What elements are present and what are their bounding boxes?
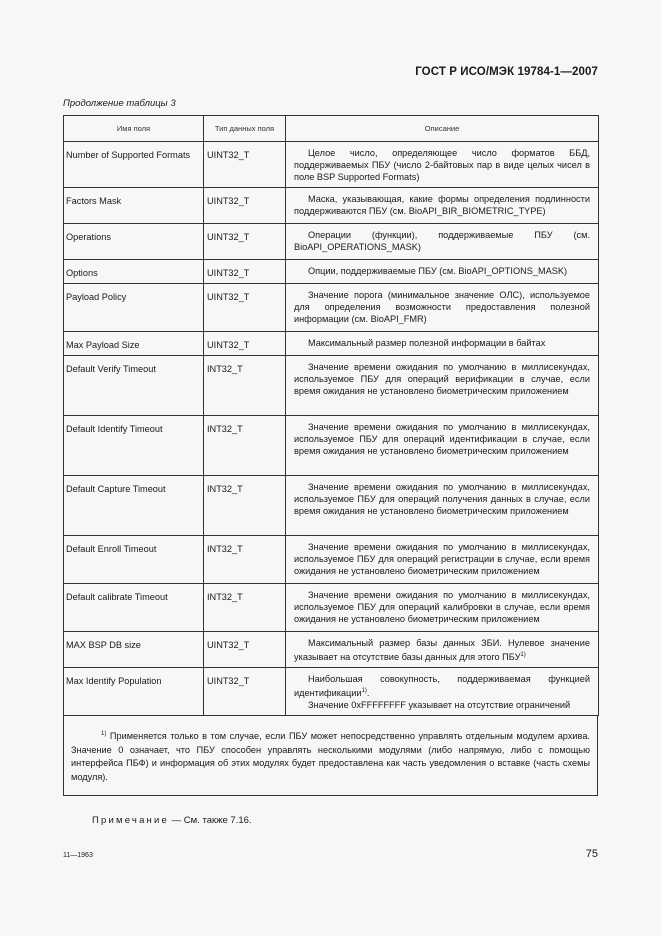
table-row	[64, 284, 599, 332]
field-name: Max Identify Population	[64, 668, 204, 716]
field-type: INT32_T	[204, 356, 286, 416]
footnote-reference: 1)	[520, 652, 526, 658]
field-description	[286, 632, 599, 668]
print-code: 11—1963	[63, 852, 93, 859]
field-name: Default Identify Timeout	[64, 416, 204, 476]
footnote-cell	[63, 716, 598, 796]
footnote-text: Применяется только в том случае, если ПБУ может непосредственно управлять отдельным модулем архива. Значение 0 означает, что ПБУ способен управлять несколькими модулями (либо напрямую, либо с помощью интерфейса ПБФ) и информация об этих модулях будет предоставлена как часть уведомления о вставке (часть схемы модуля).	[71, 731, 590, 782]
page-number: 75	[585, 848, 598, 860]
description-paragraph	[294, 589, 590, 625]
field-name: Default Capture Timeout	[64, 476, 204, 536]
description-paragraph	[294, 337, 590, 349]
field-description	[286, 356, 599, 416]
table-header-row	[64, 116, 599, 142]
table-row	[64, 224, 599, 260]
field-description	[286, 224, 599, 260]
field-type: UINT32_T	[204, 668, 286, 716]
description-text: Значение порога (минимальное значение ОЛС), используемое для определения возможности предоставления полезной информации (см. BioAPI_FMR)	[294, 290, 590, 324]
field-type: UINT32_T	[204, 260, 286, 284]
table-row	[64, 188, 599, 224]
standard-header: ГОСТ Р ИСО/МЭК 19784-1—2007	[415, 66, 598, 78]
field-type: INT32_T	[204, 536, 286, 584]
field-name: Default Enroll Timeout	[64, 536, 204, 584]
description-punctuation: .	[366, 688, 370, 699]
table-row	[64, 142, 599, 188]
field-name: Factors Mask	[64, 188, 204, 224]
table-row	[64, 416, 599, 476]
fields-table	[63, 115, 599, 716]
field-description	[286, 332, 599, 356]
description-extra: Значение 0xFFFFFFFF указывает на отсутствие ограничений	[308, 700, 571, 711]
footnote-marker: 1)	[101, 731, 107, 738]
description-text: Максимальный размер базы данных ЗБИ. Нулевое значение указывает на отсутствие базы данных для этого ПБУ	[294, 638, 590, 663]
table-caption: Продолжение таблицы 3	[63, 98, 176, 109]
field-description	[286, 188, 599, 224]
table-row	[64, 332, 599, 356]
description-text: Опции, поддерживаемые ПБУ (см. BioAPI_OPTIONS_MASK)	[308, 266, 568, 276]
field-type: INT32_T	[204, 584, 286, 632]
field-type: UINT32_T	[204, 284, 286, 332]
footnote	[71, 728, 590, 784]
field-name: Operations	[64, 224, 204, 260]
field-description	[286, 284, 599, 332]
note-text: — См. также 7.16.	[171, 815, 252, 826]
column-header-description: Описание	[286, 116, 599, 142]
field-description	[286, 584, 599, 632]
description-paragraph	[294, 673, 590, 699]
table-row	[64, 632, 599, 668]
field-type: UINT32_T	[204, 632, 286, 668]
field-description	[286, 142, 599, 188]
field-description	[286, 260, 599, 284]
description-text: Операции (функции), поддерживаемые ПБУ (см. BioAPI_OPERATIONS_MASK)	[294, 230, 590, 252]
column-header-type: Тип данных поля	[204, 116, 286, 142]
field-description	[286, 476, 599, 536]
field-name: Max Payload Size	[64, 332, 204, 356]
field-name: Default Verify Timeout	[64, 356, 204, 416]
table-row	[64, 668, 599, 716]
note-label: Примечание	[92, 815, 169, 826]
description-text: Целое число, определяющее число форматов ББД, поддерживаемых ПБУ (число 2-байтовых пар в виде целых чисел в поле BSP Supported Formats)	[294, 148, 590, 182]
footnote-reference: 1)	[361, 688, 367, 695]
description-paragraph	[294, 265, 590, 277]
description-text: Значение времени ожидания по умолчанию в миллисекундах, используемое ПБУ для операций получения данных в случае, если время ожидания не установлено биометрическим приложением	[294, 482, 590, 516]
field-name: Payload Policy	[64, 284, 204, 332]
description-paragraph	[294, 421, 590, 457]
description-paragraph	[294, 541, 590, 577]
field-name: Options	[64, 260, 204, 284]
field-type: UINT32_T	[204, 224, 286, 260]
column-header-name: Имя поля	[64, 116, 204, 142]
table-row	[64, 260, 599, 284]
description-text: Значение времени ожидания по умолчанию в миллисекундах, используемое ПБУ для операций регистрации в случае, если время ожидания не установлено биометрическим приложением	[294, 542, 590, 576]
field-name: Number of Supported Formats	[64, 142, 204, 188]
field-description	[286, 416, 599, 476]
description-paragraph	[294, 637, 590, 663]
field-description	[286, 668, 599, 716]
field-type: UINT32_T	[204, 332, 286, 356]
table-row	[64, 536, 599, 584]
description-paragraph	[294, 193, 590, 217]
description-paragraph	[294, 229, 590, 253]
description-text: Наибольшая совокупность, поддерживаемая функцией идентификации	[294, 674, 590, 699]
description-paragraph	[294, 147, 590, 183]
table-row	[64, 356, 599, 416]
description-text: Маска, указывающая, какие формы определения подлинности поддерживаются ПБУ (см. BioAPI_BIR_BIOMETRIC_TYPE)	[294, 194, 590, 216]
description-paragraph	[294, 481, 590, 517]
field-name: MAX BSP DB size	[64, 632, 204, 668]
field-type: UINT32_T	[204, 142, 286, 188]
description-paragraph	[294, 289, 590, 325]
table-row	[64, 584, 599, 632]
field-type: INT32_T	[204, 476, 286, 536]
description-text: Значение времени ожидания по умолчанию в миллисекундах, используемое ПБУ для операций калибровки в случае, если время ожидания не установлено биометрическим приложением	[294, 590, 590, 624]
description-text: Максимальный размер полезной информации в байтах	[308, 338, 546, 348]
field-name: Default calibrate Timeout	[64, 584, 204, 632]
description-text: Значение времени ожидания по умолчанию в миллисекундах, используемое ПБУ для операций идентификации в случае, если время ожидания не установлено биометрическим приложением	[294, 422, 590, 456]
field-type: INT32_T	[204, 416, 286, 476]
fields-table-container	[63, 115, 598, 796]
table-row	[64, 476, 599, 536]
description-text: Значение времени ожидания по умолчанию в миллисекундах, используемое ПБУ для операций верификации в случае, если время ожидания не установлено биометрическим приложением	[294, 362, 590, 396]
description-paragraph	[294, 361, 590, 397]
field-description	[286, 536, 599, 584]
note	[92, 815, 252, 826]
field-type: UINT32_T	[204, 188, 286, 224]
